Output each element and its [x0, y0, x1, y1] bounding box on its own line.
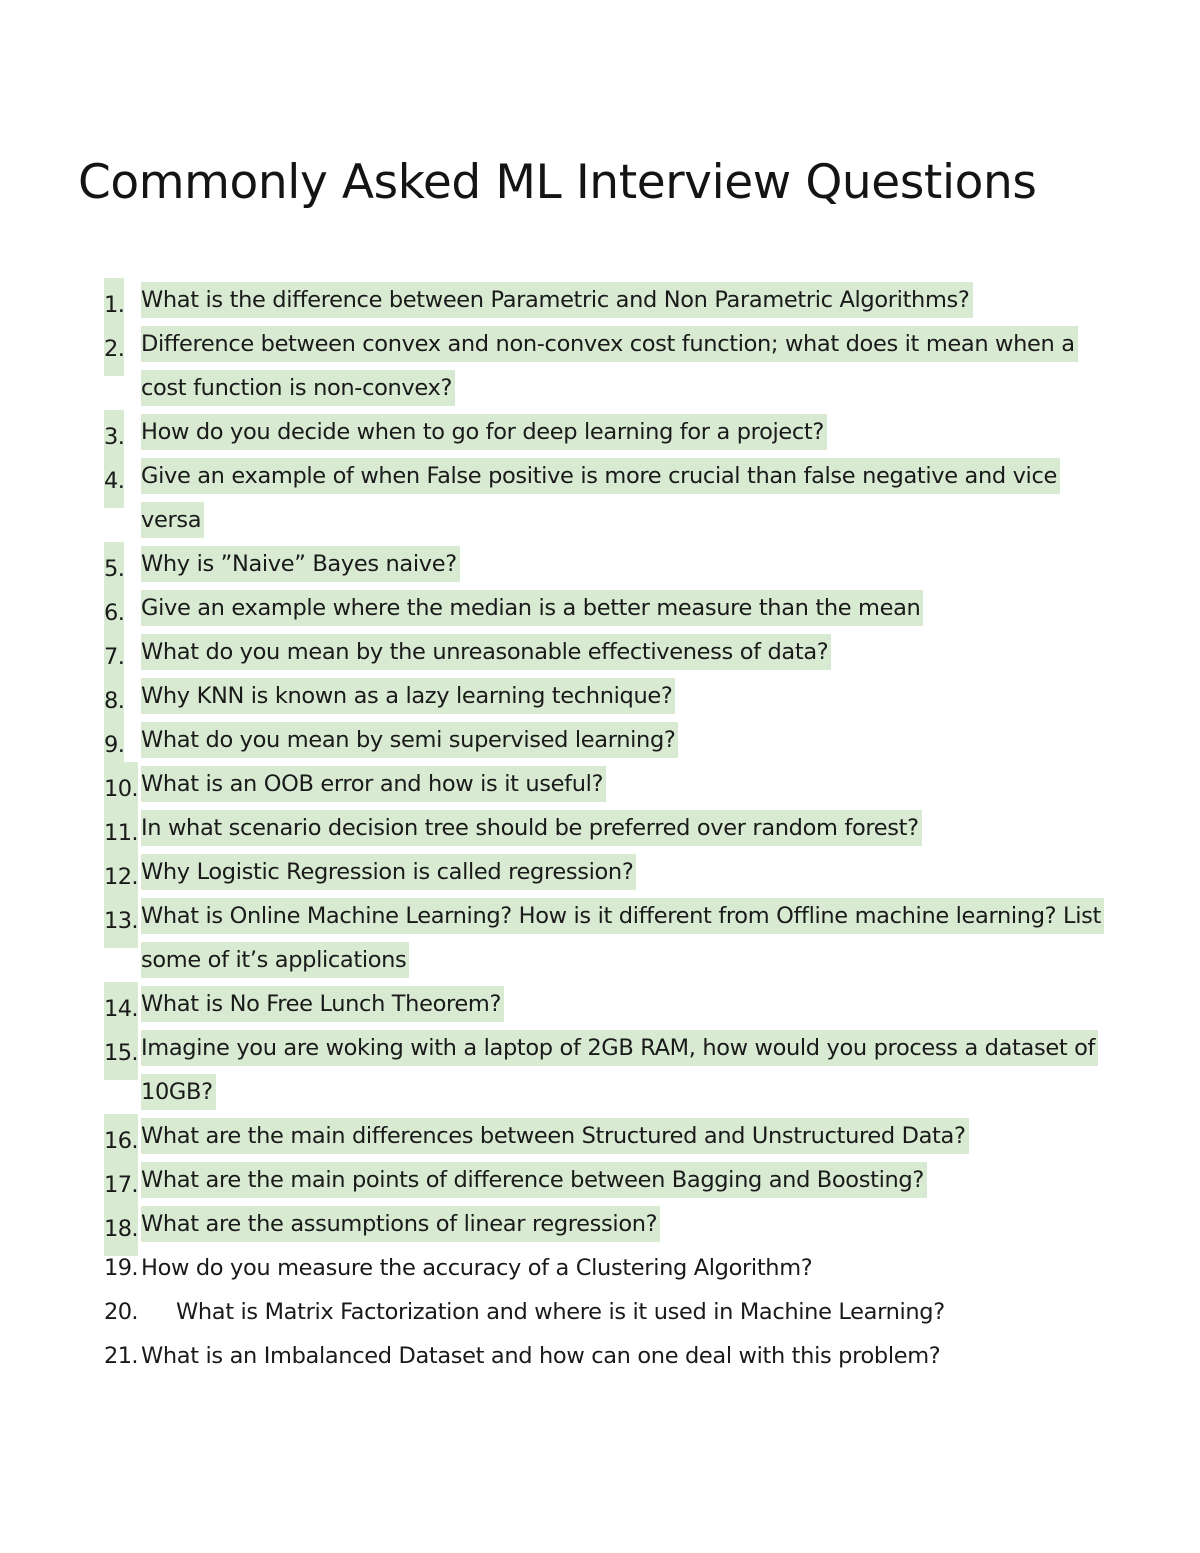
question-number: 16. [104, 1114, 138, 1168]
question-text: How do you measure the accuracy of a Clustering Algorithm? [141, 1255, 813, 1281]
question-number: 4. [104, 454, 124, 508]
question-item [104, 542, 1114, 586]
question-number: 8. [104, 674, 124, 728]
question-number: 5. [104, 542, 124, 596]
question-number: 2. [104, 322, 124, 376]
question-item [104, 454, 1114, 542]
question-item [104, 894, 1114, 982]
question-number: 19. [104, 1255, 138, 1281]
question-item [104, 850, 1114, 894]
question-item [104, 1158, 1114, 1202]
question-item [104, 1026, 1114, 1114]
question-text: Give an example of when False positive is more crucial than false negative and vice versa [141, 458, 1060, 538]
question-item [104, 1334, 1114, 1378]
question-number: 18. [104, 1202, 138, 1256]
question-text: What are the main points of difference between Bagging and Boosting? [141, 1162, 927, 1198]
question-text: Give an example where the median is a better measure than the mean [141, 590, 923, 626]
question-text: What is Matrix Factorization and where is it used in Machine Learning? [176, 1299, 945, 1325]
question-number: 17. [104, 1158, 138, 1212]
question-number: 15. [104, 1026, 138, 1080]
question-item [104, 982, 1114, 1026]
question-item [104, 674, 1114, 718]
question-number: 3. [104, 410, 124, 464]
question-text: How do you decide when to go for deep learning for a project? [141, 414, 827, 450]
question-number: 6. [104, 586, 124, 640]
question-text: What is an OOB error and how is it useful? [141, 766, 606, 802]
question-number: 21. [104, 1343, 138, 1369]
question-item [104, 718, 1114, 762]
question-number: 13. [104, 894, 138, 948]
question-text: What is No Free Lunch Theorem? [141, 986, 504, 1022]
question-item [104, 1246, 1114, 1290]
question-number: 9. [104, 718, 124, 772]
question-item [104, 278, 1114, 322]
question-number: 11. [104, 806, 138, 860]
question-list [104, 278, 1114, 1378]
question-text: What is Online Machine Learning? How is it different from Offline machine learning? List some of it’s applications [141, 898, 1104, 978]
question-number: 12. [104, 850, 138, 904]
question-text: What do you mean by semi supervised learning? [141, 722, 678, 758]
question-item [104, 806, 1114, 850]
question-item [104, 630, 1114, 674]
question-text: What are the assumptions of linear regression? [141, 1206, 660, 1242]
question-text: Why KNN is known as a lazy learning technique? [141, 678, 675, 714]
question-number: 20. [104, 1299, 138, 1325]
question-item [104, 1202, 1114, 1246]
question-text: What is an Imbalanced Dataset and how can one deal with this problem? [141, 1343, 941, 1369]
question-item [104, 322, 1114, 410]
page-title: Commonly Asked ML Interview Questions [78, 155, 1037, 210]
question-text: Difference between convex and non-convex cost function; what does it mean when a cost function is non-convex? [141, 326, 1078, 406]
question-text: What do you mean by the unreasonable effectiveness of data? [141, 634, 831, 670]
question-item [104, 1290, 1114, 1334]
question-number: 10. [104, 762, 138, 816]
question-item [104, 1114, 1114, 1158]
question-item [104, 410, 1114, 454]
question-text: Imagine you are woking with a laptop of 2GB RAM, how would you process a dataset of 10GB? [141, 1030, 1098, 1110]
question-text: Why Logistic Regression is called regression? [141, 854, 636, 890]
question-text: Why is ”Naive” Bayes naive? [141, 546, 460, 582]
question-text: In what scenario decision tree should be preferred over random forest? [141, 810, 922, 846]
question-item [104, 586, 1114, 630]
question-number: 14. [104, 982, 138, 1036]
question-text: What is the difference between Parametric and Non Parametric Algorithms? [141, 282, 973, 318]
question-text: What are the main differences between Structured and Unstructured Data? [141, 1118, 969, 1154]
question-number: 1. [104, 278, 124, 332]
question-number: 7. [104, 630, 124, 684]
question-item [104, 762, 1114, 806]
